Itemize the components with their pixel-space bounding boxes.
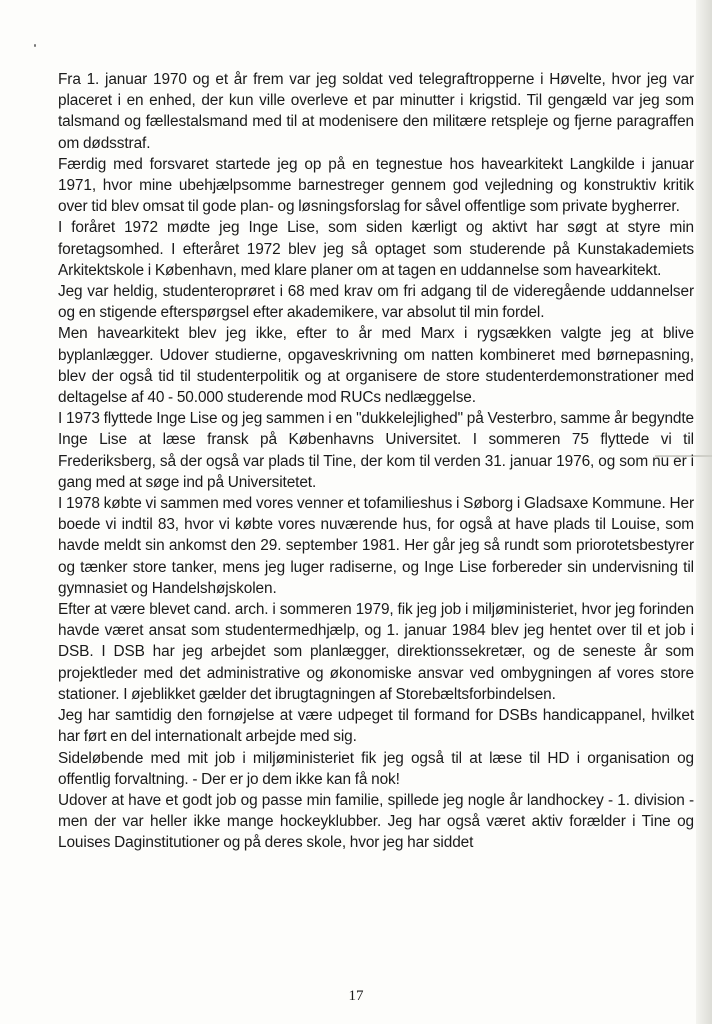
paragraph: Jeg har samtidig den fornøjelse at være udpeget til formand for DSBs handicappanel, hvilket har ført en del internationalt arbejde med sig. [58, 707, 694, 746]
paragraph: I 1978 købte vi sammen med vores venner et tofamilieshus i Søborg i Gladsaxe Kommune. Her boede vi indtil 83, hvor vi købte vores nuværende hus, for også at have plads til Louise, som havde meldt sin ankomst den 29. september 1981. Her går jeg så rundt som priorotetsbestyrer og tænker store tanker, mens jeg luger radiserne, og Inge Lise forbereder sin undervisning til gymnasiet og Handelshøjskolen. [58, 495, 694, 597]
paragraph: Færdig med forsvaret startede jeg op på en tegnestue hos havearkitekt Langkilde i januar 1971, hvor mine ubehjælpsomme barnestreger gennem god vejledning og konstruktiv kritik over tid blev omsat til gode plan- og løsningsforslag for såvel offentlige som private bygherrer. [58, 155, 694, 216]
page-number: 17 [348, 988, 364, 1004]
paragraph: Udover at have et godt job og passe min familie, spillede jeg nogle år landhockey - 1. division - men der var heller ikke mange hockeyklubber. Jeg har også været aktiv forælder i Tine og Louises Daginstitutioner og på deres skole, hvor jeg har siddet [58, 791, 694, 852]
paragraph: Men havearkitekt blev jeg ikke, efter to år med Marx i rygsækken valgte jeg at blive byplanlægger. Udover studierne, opgaveskrivning om natten kombineret med børnepasning, blev der også tid til studenterpolitik og at organisere de store studenterdemonstrationer med deltagelse af 40 - 50.000 studerende mod RUCs nedlæggelse. [58, 325, 694, 407]
paragraph: Efter at være blevet cand. arch. i sommeren 1979, fik jeg job i miljøministeriet, hvor jeg forinden havde været ansat som studentermedhjælp, og 1. januar 1984 blev jeg hentet over til et job i DSB. I DSB har jeg arbejdet som planlægger, direktionssekretær, og de seneste år som projektleder med det administrative og økonomiske ansvar ved ombygningen af vores store stationer. I øjeblikket gælder det ibrugtagningen af Storebæltsforbindelsen. [58, 601, 694, 703]
paragraph: Jeg var heldig, studenteroprøret i 68 med krav om fri adgang til de videregående uddannelser og en stigende efterspørgsel efter akademikere, var absolut til min fordel. [58, 283, 694, 322]
scan-speck [34, 44, 36, 47]
body-text [58, 69, 694, 854]
paragraph: I 1973 flyttede Inge Lise og jeg sammen i en "dukkelejlighed" på Vesterbro, samme år begyndte Inge Lise at læse fransk på Københavns Universitet. I sommeren 75 flyttede vi til Frederiksberg, så der også var plads til Tine, der kom til verden 31. januar 1976, og som nu er i gang med at søge ind på Universitetet. [58, 410, 694, 491]
paragraph: Sideløbende med mit job i miljøministeriet fik jeg også til at læse til HD i organisation og offentlig forvaltning. - Der er jo dem ikke kan få nok! [58, 749, 694, 788]
paragraph: I foråret 1972 mødte jeg Inge Lise, som siden kærligt og aktivt har søgt at styre min foretagsomhed. I efteråret 1972 blev jeg så optaget som studerende på Kunstakademiets Arkitektskole i København, med klare planer om at tagen en uddannelse som havearkitekt. [58, 219, 694, 279]
page-edge-shadow [696, 0, 712, 1024]
paragraph: Fra 1. januar 1970 og et år frem var jeg soldat ved telegraftropperne i Høvelte, hvor jeg var placeret i en enhed, der kun ville overleve et par minutter i krigstid. Til gengæld var jeg som talsmand og fællestalsmand med til at modenisere den militære retspleje og fjerne paragraffen om dødsstraf. [58, 71, 694, 152]
